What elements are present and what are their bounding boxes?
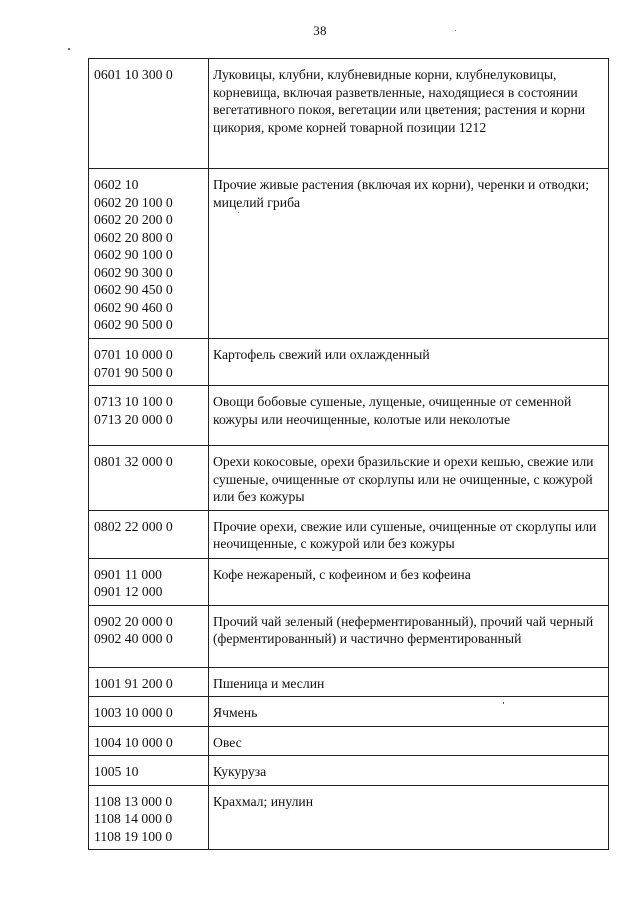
- product-code: 0602 20 800 0: [94, 229, 173, 245]
- table-row: [89, 510, 609, 558]
- product-code-cell: [89, 785, 209, 850]
- product-code-cell: [89, 697, 209, 727]
- product-description-cell: [209, 756, 609, 786]
- product-code: 0801 32 000 0: [94, 454, 173, 469]
- product-description-cell: [209, 59, 609, 169]
- product-code: 1108 19 100 0: [94, 828, 173, 844]
- table-row: [89, 386, 609, 446]
- product-code: 0701 10 000 0: [94, 347, 173, 362]
- table-row: [89, 785, 609, 850]
- product-code: 0602 90 500 0: [94, 317, 173, 332]
- product-code: 0602 90 300 0: [94, 264, 173, 280]
- product-code: 0602 90 100 0: [94, 247, 173, 262]
- table-row: [89, 756, 609, 786]
- product-description-cell: [209, 510, 609, 558]
- product-description: Овес: [213, 734, 242, 750]
- product-code: 1004 10 000 0: [94, 734, 173, 750]
- tariff-code-table: [88, 58, 609, 850]
- product-code: 0601 10 300 0: [94, 67, 173, 82]
- product-description-cell: [209, 605, 609, 667]
- table-row: [89, 169, 609, 339]
- product-description: Кукуруза: [213, 764, 267, 779]
- table-row: [89, 558, 609, 605]
- product-code: 0713 10 100 0: [94, 394, 173, 409]
- product-code-cell: [89, 339, 209, 386]
- product-code: 0902 20 000 0: [94, 613, 173, 629]
- product-description-cell: [209, 667, 609, 697]
- product-code: 0901 11 000: [94, 566, 162, 582]
- product-code-cell: [89, 59, 209, 169]
- product-description: Картофель свежий или охлажденный: [213, 347, 430, 362]
- product-description: Ячмень: [213, 705, 258, 720]
- product-description-cell: [209, 726, 609, 756]
- product-description: Крахмал; инулин: [213, 793, 314, 809]
- product-description: Луковицы, клубни, клубневидные корни, клубнелуковицы, корневища, включая разветвленные, находящиеся в состоянии вегетативного покоя, вегетации или цветения; растения и корни цикория, кроме корней товарной позиции 1212: [213, 67, 586, 135]
- product-code-cell: [89, 726, 209, 756]
- table-body: [89, 59, 609, 850]
- table-row: [89, 667, 609, 697]
- table-row: [89, 726, 609, 756]
- scan-speck: [68, 48, 70, 50]
- product-description: Овощи бобовые сушеные, лущеные, очищенные от семенной кожуры или неочищенные, колотые или неколотые: [213, 394, 572, 427]
- product-description: Пшеница и меслин: [213, 675, 325, 691]
- product-code: 1001 91 200 0: [94, 675, 173, 691]
- product-code: 0802 22 000 0: [94, 518, 173, 534]
- product-code: 0701 90 500 0: [94, 364, 173, 380]
- product-description: Прочие орехи, свежие или сушеные, очищенные от скорлупы или неочищенные, с кожурой или без кожуры: [213, 518, 597, 551]
- product-description-cell: [209, 169, 609, 339]
- product-code-cell: [89, 558, 209, 605]
- product-code: 0901 12 000: [94, 584, 163, 599]
- table-row: [89, 446, 609, 511]
- product-code-cell: [89, 446, 209, 511]
- product-code: 1003 10 000 0: [94, 705, 173, 720]
- table-row: [89, 697, 609, 727]
- table-row: [89, 339, 609, 386]
- product-description-cell: [209, 785, 609, 850]
- product-code: 0602 10: [94, 177, 139, 192]
- product-description: Кофе нежареный, с кофеином и без кофеина: [213, 566, 471, 582]
- product-code: 0713 20 000 0: [94, 411, 173, 427]
- product-description-cell: [209, 558, 609, 605]
- product-code: 1108 14 000 0: [94, 811, 173, 826]
- product-code: 0602 20 200 0: [94, 212, 173, 227]
- product-description: Орехи кокосовые, орехи бразильские и орехи кешью, свежие или сушеные, очищенные от скорлупы или не очищенные, с кожурой или без кожуры: [213, 454, 594, 504]
- product-description-cell: [209, 697, 609, 727]
- product-code: 0602 90 460 0: [94, 299, 173, 315]
- product-description-cell: [209, 446, 609, 511]
- product-code-cell: [89, 510, 209, 558]
- table-row: [89, 59, 609, 169]
- product-code: 1108 13 000 0: [94, 793, 173, 809]
- page-number: 38: [313, 23, 327, 38]
- product-code: 0602 90 450 0: [94, 282, 173, 297]
- table-row: [89, 605, 609, 667]
- product-code-cell: [89, 667, 209, 697]
- product-description-cell: [209, 339, 609, 386]
- product-description: Прочий чай зеленый (неферментированный), прочий чай черный (ферментированный) и частично ферментированный: [213, 613, 594, 646]
- product-description: Прочие живые растения (включая их корни), черенки и отводки; мицелий гриба: [213, 177, 589, 210]
- product-code-cell: [89, 386, 209, 446]
- product-code: 0902 40 000 0: [94, 631, 173, 646]
- product-code-cell: [89, 605, 209, 667]
- scan-speck: [455, 30, 456, 31]
- product-code: 0602 20 100 0: [94, 194, 173, 210]
- product-description-cell: [209, 386, 609, 446]
- product-code: 1005 10: [94, 764, 139, 779]
- product-code-cell: [89, 756, 209, 786]
- product-code-cell: [89, 169, 209, 339]
